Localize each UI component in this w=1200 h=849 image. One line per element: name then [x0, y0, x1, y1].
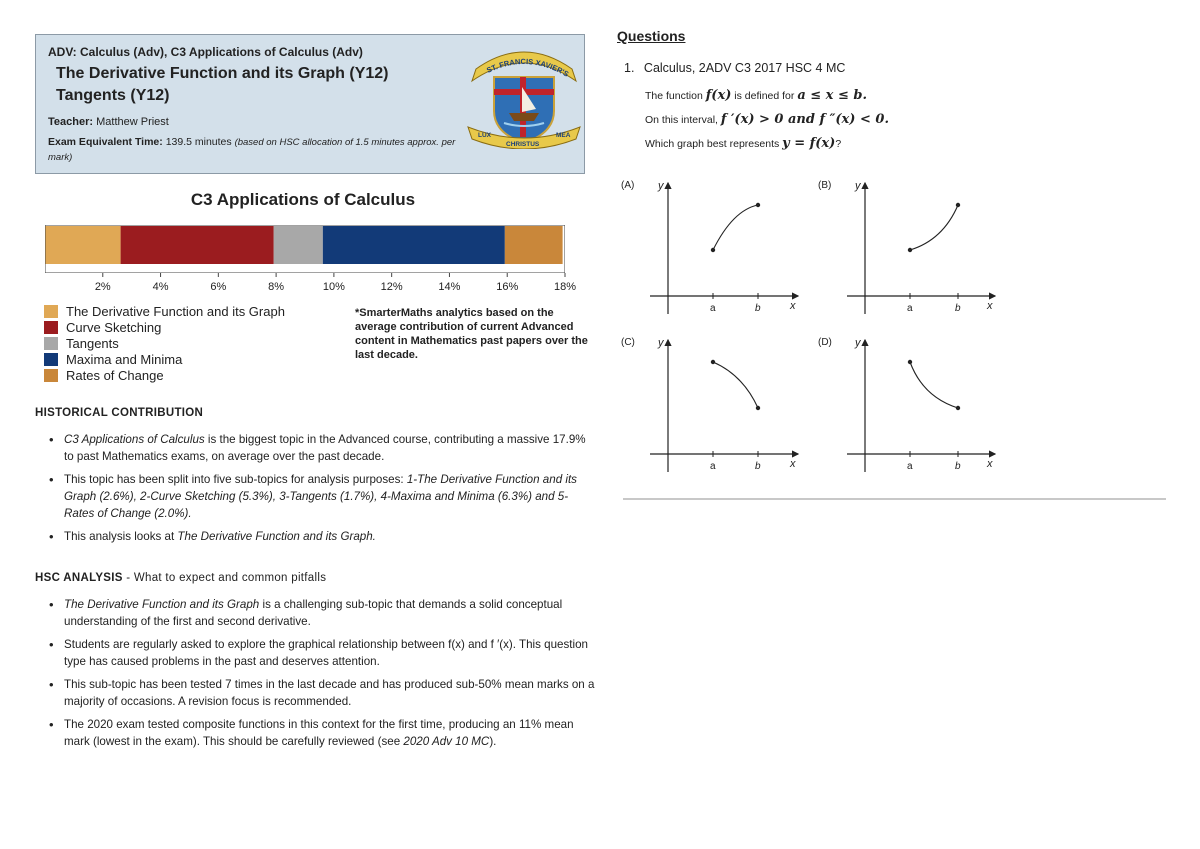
subtopic-name: The Derivative Function and its Graph. — [177, 530, 376, 543]
bullet-text: is the biggest topic in the Advanced course, contributing a massive 17.9% to past Mathematics exams, on average over the past decade. — [64, 433, 586, 463]
header-box — [35, 34, 585, 174]
legend-swatch — [44, 369, 58, 382]
crest-banner-text: ST. FRANCIS XAVIER'S — [485, 56, 571, 79]
tick-label: 10% — [322, 281, 345, 293]
tick-label: 2% — [94, 281, 111, 293]
q-text: Which graph best represents — [645, 138, 783, 150]
teacher-label: Teacher: — [48, 116, 94, 128]
graph-option-label: (B) — [818, 180, 832, 191]
list-item — [35, 471, 595, 522]
q-math: f(x) — [705, 88, 732, 103]
crest-motto-1: LUX — [478, 132, 491, 139]
y-axis-label: y — [658, 180, 664, 192]
exam-time-label: Exam Equivalent Time: — [48, 136, 163, 148]
analytics-note: *SmarterMaths analytics based on the average contribution of current Advanced content in Mathematics past papers over the last decade. — [355, 307, 588, 361]
legend-item — [44, 351, 285, 367]
legend-item — [44, 319, 285, 335]
chart-x-axis — [45, 273, 585, 295]
q-math: a ≤ x ≤ b. — [797, 88, 867, 103]
title-line-2: Tangents (Y12) — [56, 87, 170, 104]
legend-label: Tangents — [66, 335, 119, 351]
y-axis-label: y — [855, 180, 861, 192]
legend-item — [44, 303, 285, 319]
x-tick-b: b — [755, 303, 761, 314]
x-axis-label: x — [987, 300, 993, 312]
chart-title: C3 Applications of Calculus — [190, 190, 416, 209]
x-tick-a: a — [710, 461, 716, 472]
legend-label: Maxima and Minima — [66, 351, 183, 367]
question-number: 1. — [624, 61, 635, 75]
x-tick-b: b — [755, 461, 761, 472]
x-tick-a: a — [907, 461, 913, 472]
exam-reference: 2020 Adv 10 MC — [403, 735, 490, 748]
endpoint-dot — [756, 406, 760, 410]
hsc-heading-bold: HSC ANALYSIS — [35, 572, 123, 584]
bullet-text: Students are regularly asked to explore the graphical relationship between f(x) and f ′(x). This question type has caused problems in the past and deserves attention. — [64, 638, 588, 668]
list-item — [35, 676, 595, 710]
x-tick-b: b — [955, 461, 961, 472]
bullet-text: This topic has been split into five sub-topics for analysis purposes: — [64, 473, 407, 486]
teacher-line — [48, 116, 169, 128]
legend-swatch — [44, 337, 58, 350]
bullet-text: This sub-topic has been tested 7 times in the last decade and has produced sub-50% mean marks on a majority of occasions. A revision focus is recommended. — [64, 678, 595, 708]
question-line-2 — [645, 112, 889, 127]
tick-label: 14% — [438, 281, 461, 293]
function-curve — [910, 205, 958, 250]
subtopic-list: 1-The Derivative Function and its Graph (2.6%), 2-Curve Sketching (5.3%), 3-Tangents (1.7%), 4-Maxima and Minima (6.3%) and 5-Rates of Change (2.0%). — [64, 473, 577, 520]
x-tick-a: a — [710, 303, 716, 314]
bar-segment — [323, 226, 505, 264]
historical-list — [35, 431, 595, 551]
answer-graphs — [618, 175, 1018, 475]
list-item — [35, 636, 595, 670]
endpoint-dot — [711, 248, 715, 252]
question-line-1 — [645, 88, 867, 103]
divider — [623, 498, 1166, 500]
q-text: is defined for — [731, 90, 798, 102]
bullet-text: is a challenging sub-topic that demands a solid conceptual understanding of the first and second derivative. — [64, 598, 563, 628]
legend-label: The Derivative Function and its Graph — [66, 303, 285, 319]
list-item — [35, 596, 595, 630]
legend-item — [44, 367, 285, 383]
bullet-text-end: ). — [489, 735, 497, 748]
page-title — [56, 63, 456, 107]
tick-label: 6% — [210, 281, 227, 293]
list-item — [35, 431, 595, 465]
legend-swatch — [44, 321, 58, 334]
hsc-list — [35, 596, 595, 756]
endpoint-dot — [956, 203, 960, 207]
x-axis-label: x — [790, 300, 796, 312]
hsc-analysis-heading — [35, 572, 326, 584]
list-item — [35, 716, 595, 750]
crest-motto-2: CHRISTUS — [506, 141, 540, 148]
list-item — [35, 528, 595, 545]
function-curve — [713, 362, 758, 408]
q-text: On this interval, — [645, 114, 721, 126]
legend-swatch — [44, 305, 58, 318]
exam-time-value: 139.5 minutes — [165, 136, 232, 148]
endpoint-dot — [908, 248, 912, 252]
exam-time-note: (based on HSC allocation of 1.5 minutes approx. per mark) — [48, 137, 456, 163]
y-axis-label: y — [658, 337, 664, 349]
historical-heading: HISTORICAL CONTRIBUTION — [35, 407, 204, 419]
x-axis-label: x — [987, 458, 993, 470]
function-curve — [910, 362, 958, 408]
question-source: Calculus, 2ADV C3 2017 HSC 4 MC — [643, 61, 846, 75]
hsc-heading-rest: - What to expect and common pitfalls — [122, 572, 327, 584]
y-axis-label: y — [855, 337, 861, 349]
tick-label: 18% — [553, 281, 577, 293]
legend-item — [44, 335, 285, 351]
bar-segment — [505, 226, 563, 264]
endpoint-dot — [756, 203, 760, 207]
q-text: ? — [835, 138, 842, 150]
q-math: f ′(x) > 0 and f ″(x) < 0. — [720, 112, 889, 127]
stacked-bar-chart — [45, 225, 565, 273]
graph-option-label: (C) — [621, 337, 635, 348]
question-line-3 — [645, 136, 841, 151]
q-text: The function — [645, 90, 706, 102]
endpoint-dot — [711, 360, 715, 364]
title-line-1: The Derivative Function and its Graph (Y12) — [56, 65, 389, 82]
tick-label: 4% — [152, 281, 169, 293]
topic-name: C3 Applications of Calculus — [64, 433, 205, 446]
x-axis-label: x — [790, 458, 796, 470]
question-1-title — [624, 61, 845, 75]
crest-motto-3: MEA — [556, 132, 571, 139]
function-curve — [713, 205, 758, 250]
teacher-name: Matthew Priest — [96, 116, 169, 128]
legend-swatch — [44, 353, 58, 366]
school-crest-logo — [464, 49, 584, 149]
bullet-text: This analysis looks at — [64, 530, 178, 543]
graph-option-label: (A) — [621, 180, 635, 191]
course-label: ADV: Calculus (Adv), C3 Applications of Calculus (Adv) — [48, 45, 363, 59]
subtopic-name: The Derivative Function and its Graph — [64, 598, 260, 611]
bar-segment — [121, 226, 274, 264]
bullet-text: The 2020 exam tested composite functions in this context for the first time, producing an 11% mean mark (lowest in the exam). This should be carefully reviewed (see — [64, 718, 574, 748]
endpoint-dot — [956, 406, 960, 410]
questions-heading: Questions — [617, 28, 686, 44]
endpoint-dot — [908, 360, 912, 364]
legend-label: Rates of Change — [66, 367, 164, 383]
exam-time-line — [48, 135, 473, 165]
bar-segment — [274, 226, 323, 264]
x-tick-b: b — [955, 303, 961, 314]
bar-segment — [46, 226, 121, 264]
legend-label: Curve Sketching — [66, 319, 162, 335]
x-tick-a: a — [907, 303, 913, 314]
q-math: y = f(x) — [782, 136, 836, 151]
tick-label: 8% — [268, 281, 285, 293]
graph-option-label: (D) — [818, 337, 832, 348]
chart-legend — [44, 303, 285, 383]
tick-label: 12% — [380, 281, 403, 293]
tick-label: 16% — [496, 281, 519, 293]
